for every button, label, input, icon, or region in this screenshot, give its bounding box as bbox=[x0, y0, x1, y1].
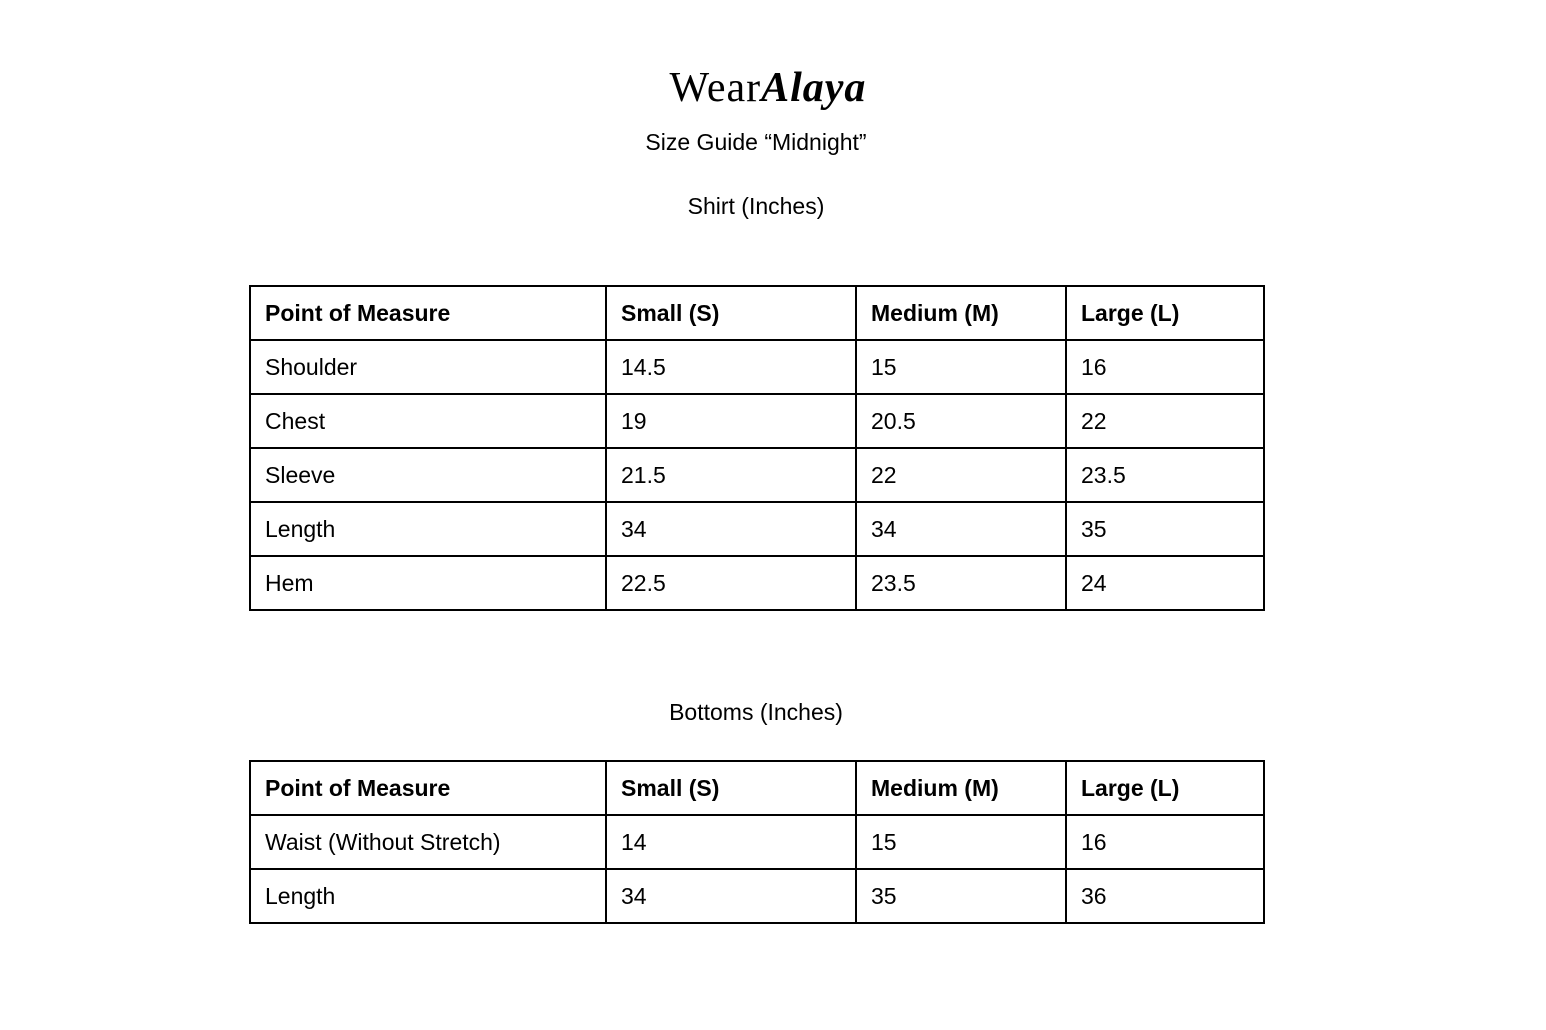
header-large: Large (L) bbox=[1066, 761, 1264, 815]
medium-value: 20.5 bbox=[856, 394, 1066, 448]
large-value: 35 bbox=[1066, 502, 1264, 556]
small-value: 21.5 bbox=[606, 448, 856, 502]
large-value: 16 bbox=[1066, 815, 1264, 869]
table-row bbox=[250, 394, 1264, 448]
logo-accent-text: Alaya bbox=[761, 65, 867, 111]
table-row bbox=[250, 502, 1264, 556]
shirt-section-title: Shirt (Inches) bbox=[687, 193, 825, 219]
table-row bbox=[250, 340, 1264, 394]
medium-value: 35 bbox=[856, 869, 1066, 923]
header-small: Small (S) bbox=[606, 286, 856, 340]
header-small: Small (S) bbox=[606, 761, 856, 815]
medium-value: 34 bbox=[856, 502, 1066, 556]
small-value: 34 bbox=[606, 869, 856, 923]
table-row bbox=[250, 815, 1264, 869]
measure-name: Length bbox=[250, 869, 606, 923]
large-value: 36 bbox=[1066, 869, 1264, 923]
table-row bbox=[250, 448, 1264, 502]
shirt-size-table bbox=[249, 285, 1265, 611]
measure-name: Sleeve bbox=[250, 448, 606, 502]
table-row bbox=[250, 556, 1264, 610]
measure-name: Shoulder bbox=[250, 340, 606, 394]
small-value: 14.5 bbox=[606, 340, 856, 394]
measure-name: Length bbox=[250, 502, 606, 556]
large-value: 16 bbox=[1066, 340, 1264, 394]
table-header-row bbox=[250, 761, 1264, 815]
measure-name: Hem bbox=[250, 556, 606, 610]
measure-name: Waist (Without Stretch) bbox=[250, 815, 606, 869]
small-value: 22.5 bbox=[606, 556, 856, 610]
medium-value: 23.5 bbox=[856, 556, 1066, 610]
medium-value: 22 bbox=[856, 448, 1066, 502]
large-value: 22 bbox=[1066, 394, 1264, 448]
header-large: Large (L) bbox=[1066, 286, 1264, 340]
header-medium: Medium (M) bbox=[856, 286, 1066, 340]
table-row bbox=[250, 869, 1264, 923]
header-point-of-measure: Point of Measure bbox=[250, 761, 606, 815]
medium-value: 15 bbox=[856, 340, 1066, 394]
bottoms-section-title: Bottoms (Inches) bbox=[669, 699, 843, 725]
header-medium: Medium (M) bbox=[856, 761, 1066, 815]
small-value: 34 bbox=[606, 502, 856, 556]
large-value: 24 bbox=[1066, 556, 1264, 610]
measure-name: Chest bbox=[250, 394, 606, 448]
small-value: 19 bbox=[606, 394, 856, 448]
logo-main-text: Wear bbox=[669, 65, 762, 111]
brand-logo bbox=[0, 62, 1536, 114]
small-value: 14 bbox=[606, 815, 856, 869]
bottoms-size-table bbox=[249, 760, 1265, 924]
large-value: 23.5 bbox=[1066, 448, 1264, 502]
header-point-of-measure: Point of Measure bbox=[250, 286, 606, 340]
size-guide-title: Size Guide “Midnight” bbox=[645, 129, 867, 155]
table-header-row bbox=[250, 286, 1264, 340]
medium-value: 15 bbox=[856, 815, 1066, 869]
